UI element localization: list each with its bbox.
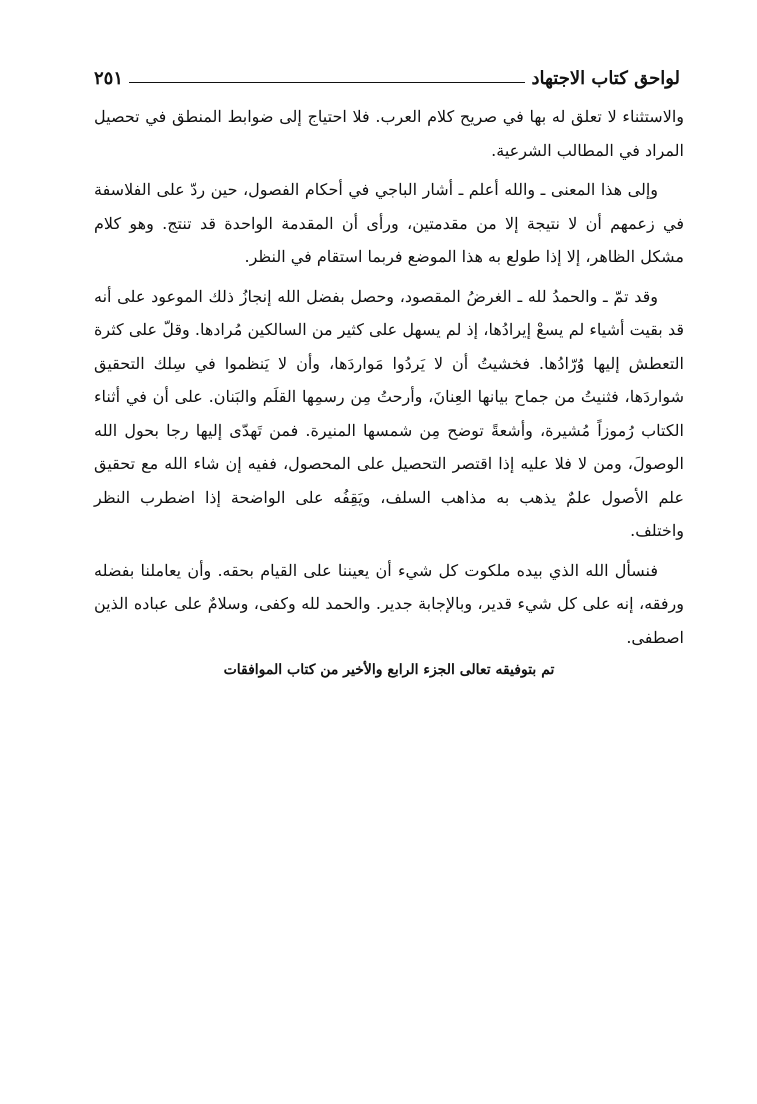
paragraph: وقد تمّ ـ والحمدُ لله ـ الغرضُ المقصود، وحصل بفضل الله إنجازُ ذلك الموعود على أنه قد بقيت أشياء لم يسعْ إيرادُها، إذ لم يسهل على كثير من السالكين مُرادها. وقلّ على كثرة التعطش إليها وُرّادُها. فخشيتُ أن لا يَردُوا مَواردَها، وأن لا يَنظموا في سِلك التحقيق شواردَها، فثنيتُ من جماح بيانها العِنانَ، وأرحتُ مِن رسمِها القلَم والبَنان. على أن في أثناء الكتاب رُموزاً مُشيرة، وأشعةً توضح مِن شمسها المنيرة. فمن تَهدّى إليها رجا بحول الله الوصولَ، ومن لا فلا عليه إذا اقتصر التحصيل على المحصول، ففيه إن شاء الله مع تحقيق علم الأصول علمٌ يذهب به مذاهب السلف، ويَقِفُه على الواضحة إذا اضطرب النظر واختلف.	[94, 286, 684, 540]
page-number: ٢٥١	[94, 67, 124, 89]
paragraph: فنسأل الله الذي بيده ملكوت كل شيء أن يعيننا على القيام بحقه. وأن يعاملنا بفضله ورفقه، إنه على كل شيء قدير، وبالإجابة جدير. والحمد لله وكفى، وسلامٌ على عباده الذين اصطفى.	[94, 560, 684, 647]
header-rule	[129, 82, 525, 83]
body-text	[94, 100, 684, 660]
paragraph: والاستثناء لا تعلق له بها في صريح كلام العرب. فلا احتياج إلى ضوابط المنطق في تحصيل المراد في المطالب الشرعية.	[94, 107, 685, 160]
colophon: تم بتوفيقه تعالى الجزء الرابع والأخير من كتاب الموافقات	[223, 662, 555, 678]
page-header	[94, 62, 680, 94]
paragraph: وإلى هذا المعنى ـ والله أعلم ـ أشار الباجي في أحكام الفصول، حين ردّ على الفلاسفة في زعمهم أن لا نتيجة إلا من مقدمتين، ورأى أن المقدمة الواحدة قد تنتج. وهو كلام مشكل الظاهر، إلا إذا طولع به هذا الموضع فربما استقام في النظر.	[94, 180, 684, 266]
running-title: لواحق كتاب الاجتهاد	[531, 67, 680, 89]
